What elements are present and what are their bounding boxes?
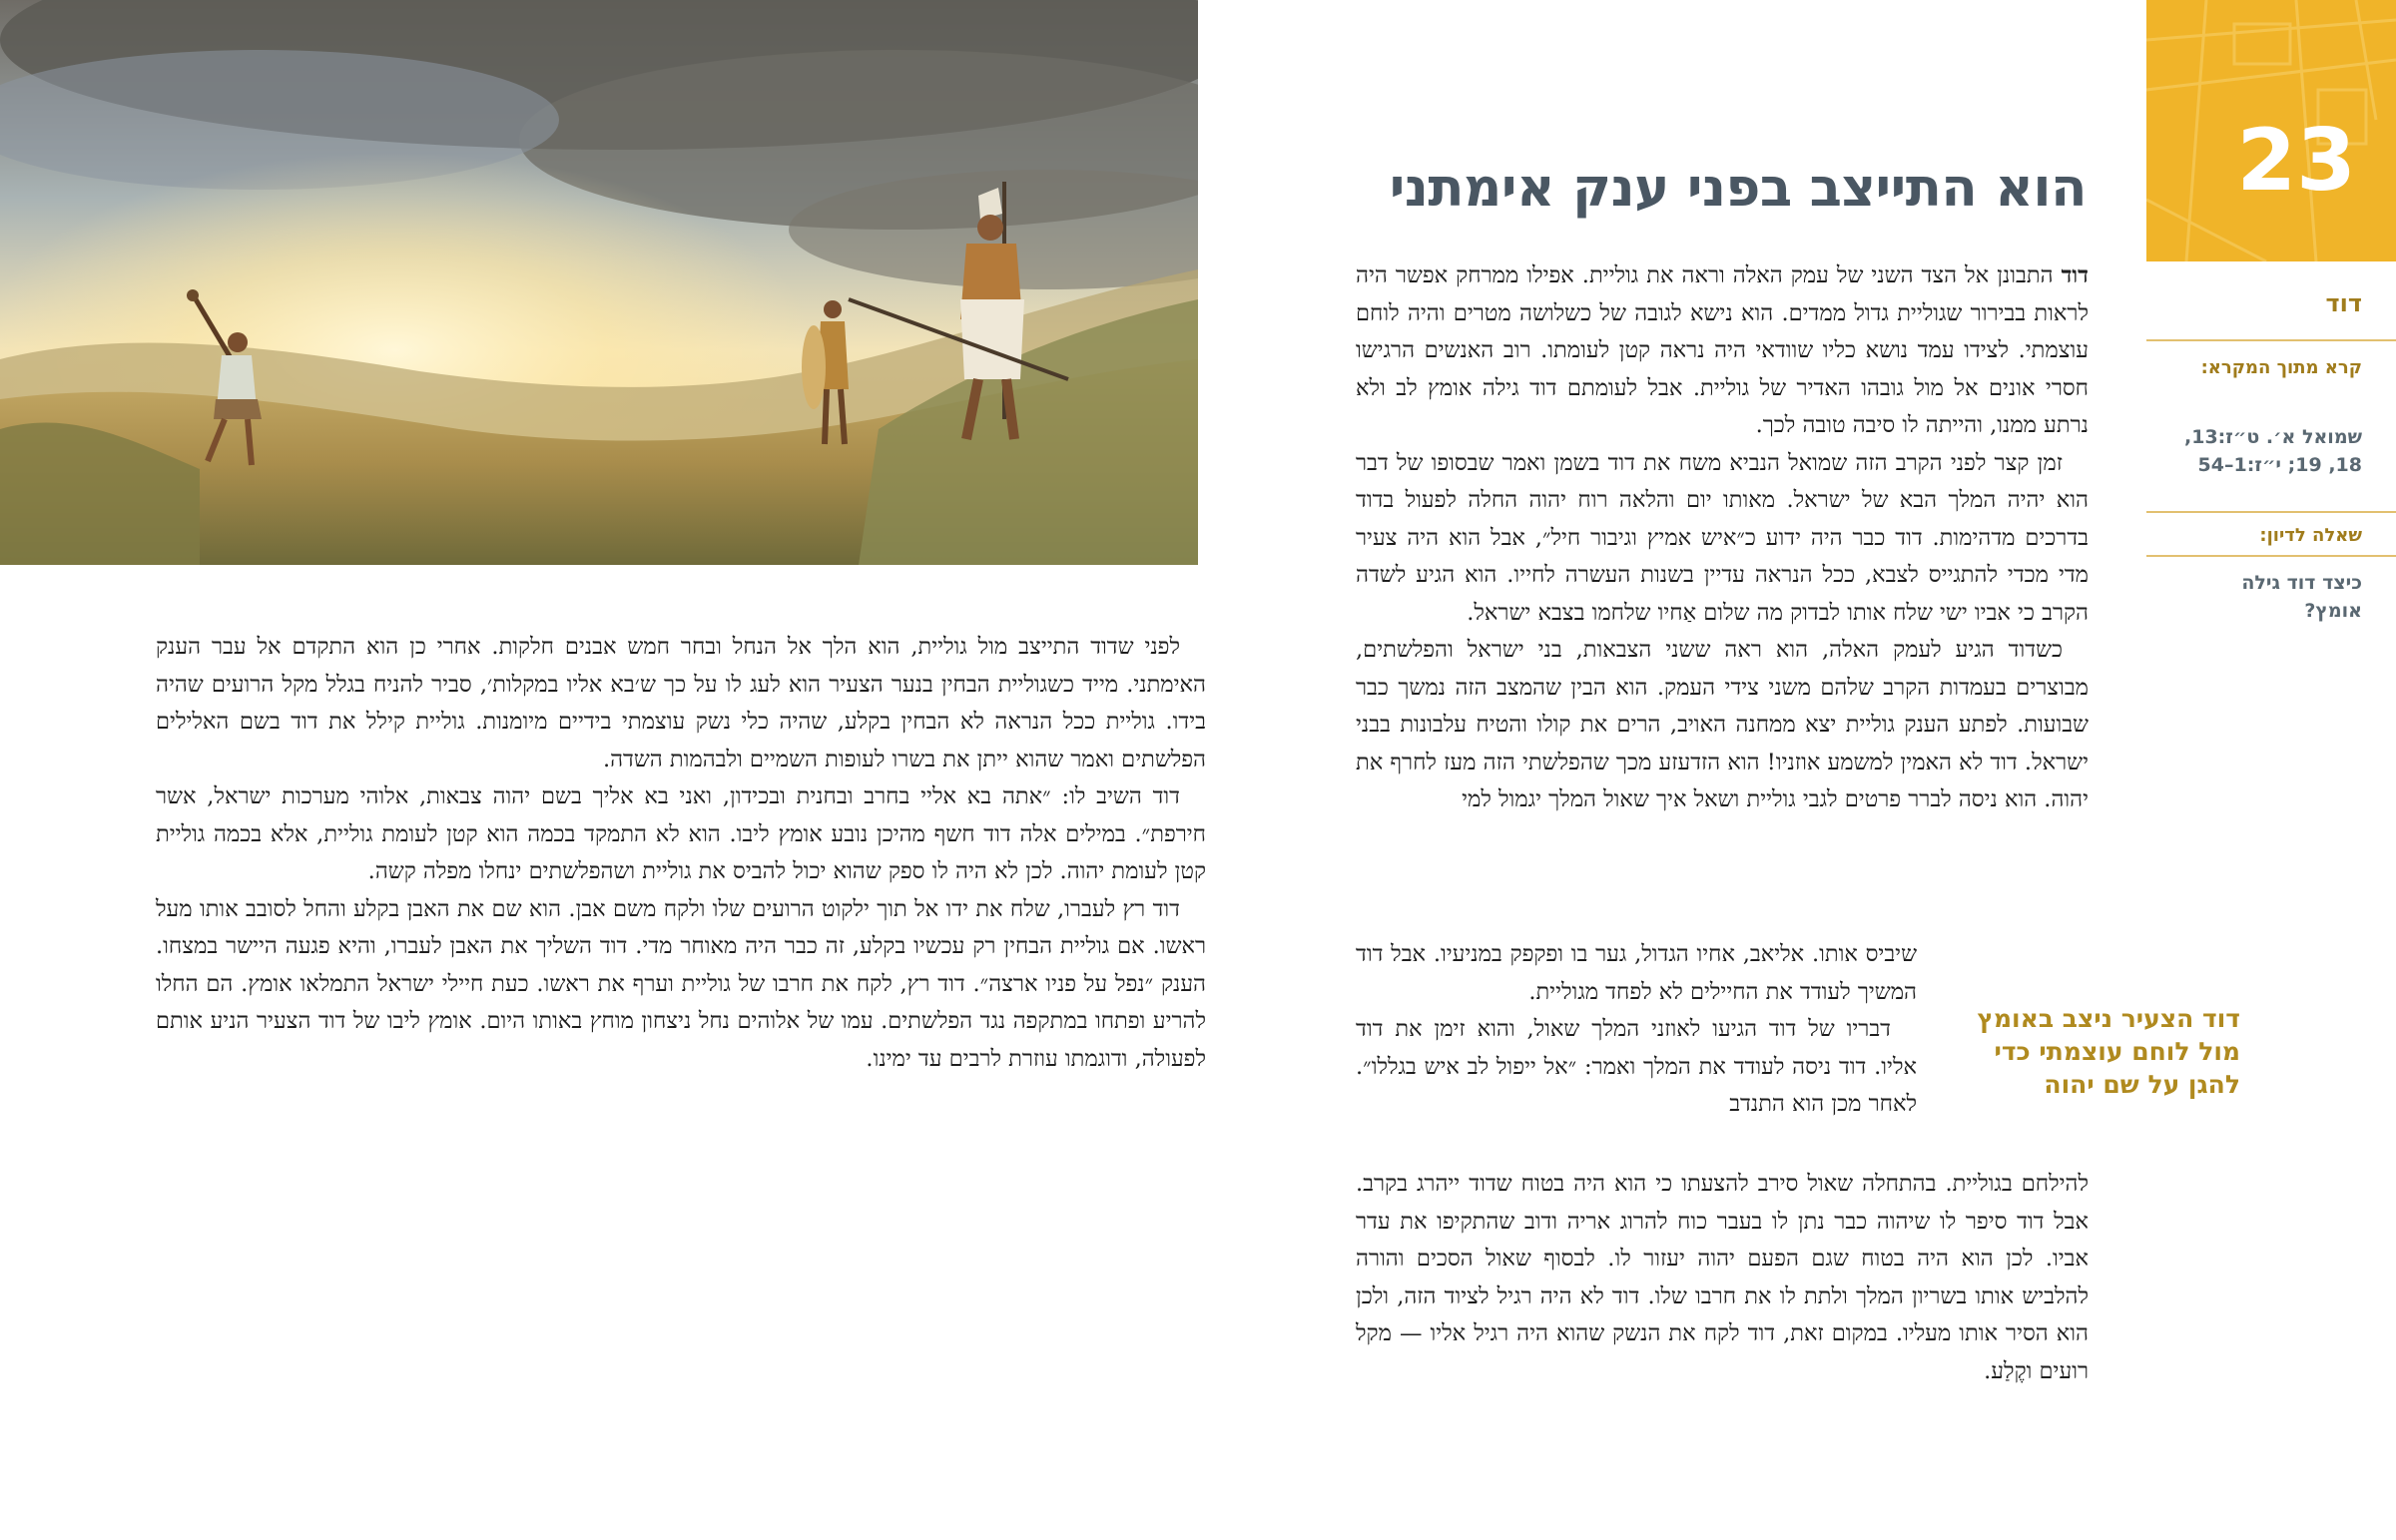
chapter-person: דוד [2325, 289, 2362, 317]
paragraph-6: דוד השיב לו: ״אתה בא אליי בחרב ובחנית ובכידון, ואני בא אליך בשם יהוה צבאות, אלוהי מערכות ישראל, אשר חירפת״. במילים אלה דוד חשף מהיכן נובע אומץ ליבו. הוא לא התמקד בכמה הוא קטן לעומת גוליית, אלא בכמה גוליית קטן לעומת יהוה. לכן לא היה לו ספק שהוא יכול להביס את גוליית ושהפלשתים ינחלו מפלה קשה. [156, 783, 1206, 884]
body-text-right-bottom [1356, 1166, 2089, 1390]
paragraph-3: כשדוד הגיע לעמק האלה, הוא ראה ששני הצבאות, בני ישראל והפלשתים, מבוצרים בעמדות הקרב שלהם משני צידי העמק. הוא הבין שהמצב הזה נמשך כבר שבועות. לפתע הענק גוליית יצא ממחנה האויב, הרים את קולו והטיח עלבונות בבני ישראל. דוד לא האמין למשמע אוזניו! הוא הזדעזע מכך שהפלשתי הזה מעז לחרף את יהוה. הוא ניסה לברר פרטים לגבי גוליית ושאל איך שאול המלך יגמול למי [1356, 637, 2089, 812]
body-text-right-top [1356, 257, 2089, 819]
lead-word: דוד [2061, 262, 2089, 288]
paragraph-1 [1356, 257, 2089, 445]
paragraph-7: דוד רץ לעברו, שלח את ידו אל תוך ילקוט הרועים שלו ולקח משם אבן. הוא שם את האבן בקלע והחל לסובב אותו מעל ראשו. אם גוליית הבחין רק עכשיו בקלע, זה כבר היה מאוחר מדי. דוד השליך את האבן לעברו, והיא פגעה היישר במצחו. הענק ״נפל על פניו ארצה״. דוד רץ, לקח את חרבו של גוליית וערף את ראשו. כעת חיילי ישראל התמלאו אומץ. הם החלו להריע ופתחו במתקפה נגד הפלשתים. עמו של אלוהים נחל ניצחון מוחץ באותו היום. אומץ ליבו של דוד הצעיר הניע אותם לפעולה, ודוגמתו עוזרת לרבים עד ימינו. [156, 895, 1206, 1072]
chapter-number-badge [2146, 0, 2396, 261]
paragraph-2: זמן קצר לפני הקרב הזה שמואל הנביא משח את דוד בשמן ואמר שבסופו של דבר הוא יהיה המלך הבא של ישראל. מאותו יום והלאה רוח יהוה החלה לפעול בדוד בדרכים מדהימות. דוד כבר היה ידוע כ״איש אמיץ וגיבור חיל״, אבל הוא היה צעיר מדי מכדי להתגייס לצבא, ככל הנראה עדיין בשנות העשרה לחייו. הוא הגיע לשדה הקרב כי אביו ישי שלח אותו לבדוק מה שלום אַחיו שלחמו בצבא ישראל. [1356, 449, 2089, 626]
body-text-right-narrow [1356, 936, 1917, 1124]
read-label: קרא מתוך המקרא: [2200, 357, 2362, 378]
david-goliath-scene [0, 0, 1198, 565]
paragraph-4-continued: להילחם בגוליית. בהתחלה שאול סירב להצעתו כי הוא היה בטוח שדוד ייהרג בקרב. אבל דוד סיפר לו שיהוה כבר נתן לו בעבר כוח להרוג אריה ודוב שהתקיפו את עדר אביו. לכן הוא היה בטוח שגם הפעם יהוה יעזור לו. לבסוף שאול הסכים והורה להלביש אותו בשריון המלך ולתת לו את חרבו שלו. דוד לא היה רגיל לציוד הזה, ולכן הוא הסיר אותו מעליו. במקום זאת, דוד לקח את הנשק שהוא היה רגיל אליו — מקל רועים וקֶלַע. [1356, 1171, 2089, 1384]
sidebar-divider [2146, 511, 2396, 513]
scripture-references: שמואל א׳. ט״ז:13, 18, 19; י״ז:1–54 [2184, 426, 2362, 476]
paragraph-4: דבריו של דוד הגיעו לאוזני המלך שאול, והוא זימן את דוד אליו. דוד ניסה לעודד את המלך ואמר: ״אל ייפול לב איש בגללו״. לאחר מכן הוא התנדב [1356, 1016, 1917, 1117]
paragraph-3-continued: שיביס אותו. אליאב, אחיו הגדול, גער בו ופקפק במניעיו. אבל דוד המשיך לעודד את החיילים לא לפחד מגוליית. [1356, 941, 1917, 1005]
body-text-left [156, 629, 1206, 1078]
pull-quote: דוד הצעיר ניצב באומץ מול לוחם עוצמתי כדי להגן על שם יהוה [1977, 1004, 2240, 1099]
paragraph-5: לפני שדוד התייצב מול גוליית, הוא הלך אל הנחל ובחר חמש אבנים חלקות. אחרי כן הוא התקדם אל עבר הענק האימתני. מייד כשגוליית הבחין בנער הצעיר הוא לעג לו על כך ש׳בא אליו במקלות׳, סביר להניח בגלל מקל הרועים שהיה בידו. גוליית ככל הנראה לא הבחין בקלע, שהיה כלי נשק עוצמתי בידיים מיומנות. גוליית קילל את דוד בשם האלילים הפלשתים ואמר שהוא ייתן את בשרו לעופות השמיים ולבהמות השדה. [156, 634, 1206, 772]
chapter-title: הוא התייצב בפני ענק אימתני [1389, 158, 2087, 219]
sidebar-divider [2146, 555, 2396, 557]
chapter-sidebar [2146, 0, 2396, 1540]
discussion-question: כיצד דוד גילה אומץ? [2241, 572, 2362, 622]
question-label: שאלה לדיון: [2259, 525, 2362, 546]
chapter-number: 23 [2236, 111, 2356, 211]
sidebar-divider [2146, 339, 2396, 341]
paragraph-1-text: התבונן אל הצד השני של עמק האלה וראה את גוליית. אפילו ממרחק אפשר היה לראות בבירור שגוליית גדול ממדים. הוא נישא לגובה של כשלושה מטרים והיה לוחם עוצמתי. לצידו עמד נושא כליו שוודאי היה נראה קטן לעומתו. רוב האנשים הרגישו חסרי אונים אל מול גובהו האדיר של גוליית. אבל לעומתם דוד גילה אומץ לב ולא נרתע ממנו, והייתה לו סיבה טובה לכך. [1356, 262, 2089, 438]
hero-illustration [0, 0, 1198, 565]
